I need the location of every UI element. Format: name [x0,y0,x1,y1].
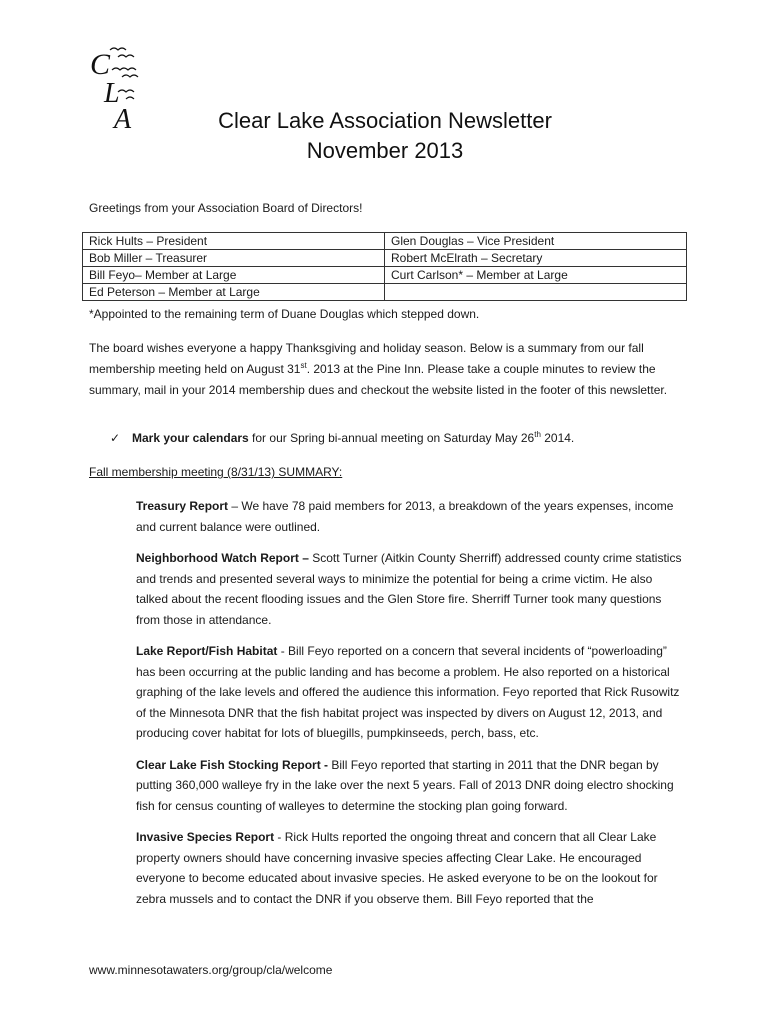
board-cell: Glen Douglas – Vice President [385,233,687,250]
footer-url: www.minnesotawaters.org/group/cla/welcome [89,963,333,977]
report-body: Scott Turner (Aitkin County Sherriff) addressed county crime statistics and trends and presented several ways to minimize the potential for being a crime victim. He also talked about the recent flooding issues and the Glen Store fire. Sherriff Turner took many questions from those in attendance. [136,551,682,627]
board-cell: Robert McElrath – Secretary [385,250,687,267]
newsletter-title: Clear Lake Association Newsletter [218,108,552,133]
calendar-sup: th [534,430,541,439]
table-row [83,284,687,301]
report-title: Invasive Species Report [136,830,275,844]
intro-text-cont: . 2013 at the Pine Inn. Please take a couple minutes to review the summary, mail in your 2014 membership dues and checkout the website listed in the footer of this newsletter. [89,362,668,397]
report-treasury [136,496,686,537]
newsletter-date: November 2013 [306,138,464,163]
svg-text:A: A [114,104,132,134]
intro-text: The board wishes everyone a happy Thanksgiving and holiday season. Below is a summary from our fall membership meeting held on August 31 [89,341,644,376]
calendar-item [110,430,574,446]
report-title: Lake Report/Fish Habitat [136,644,278,658]
checkmark-icon: ✓ [110,431,121,445]
table-row [83,250,687,267]
board-cell: Rick Hults – President [83,233,385,250]
board-cell: Bob Miller – Treasurer [83,250,385,267]
greeting: Greetings from your Association Board of Directors! [89,201,363,215]
report-invasive-species [136,827,686,909]
board-cell: Ed Peterson – Member at Large [83,284,385,301]
report-title: Neighborhood Watch Report – [136,551,309,565]
calendar-end: 2014. [540,431,575,445]
summary-heading: Fall membership meeting (8/31/13) SUMMARY: [89,465,343,479]
report-lake-fish-habitat [136,641,686,744]
report-body: - Bill Feyo reported on a concern that several incidents of “powerloading” has been occurring at the public landing and has become a problem. He also reported on a historical graphing of the lake levels and offered the audience this information. Feyo reported that Rick Rusowitz of the Minnesota DNR that the fish habitat project was inspected by divers on August 12, 2013, and producing cover habitat for lots of bluegills, pumpkinseeds, perch, bass, etc. [136,644,680,740]
report-title: Treasury Report [136,499,229,513]
report-fish-stocking [136,755,686,817]
report-title: Clear Lake Fish Stocking Report - [136,757,329,772]
intro-paragraph [89,338,685,401]
intro-sup: st [300,361,307,370]
calendar-text: for our Spring bi-annual meeting on Saturday May 26 [248,431,535,445]
title-block [0,106,770,166]
svg-text:L: L [104,78,120,109]
report-body: - Rick Hults reported the ongoing threat and concern that all Clear Lake property owners should have concerning invasive species affecting Clear Lake. He encouraged everyone to become educated about invasive species. He asked everyone to be on the lookout for zebra mussels and to contact the DNR if you observe them. Bill Feyo reported that the [136,830,658,906]
table-row [83,267,687,284]
board-footnote: *Appointed to the remaining term of Duane Douglas which stepped down. [89,307,480,321]
svg-text:C: C [90,48,111,81]
reports-section [136,496,686,920]
report-body: – We have 78 paid members for 2013, a breakdown of the years expenses, income and current balance were outlined. [136,499,674,534]
board-table [82,232,687,301]
board-cell: Curt Carlson* – Member at Large [385,267,687,284]
report-body: Bill Feyo reported that starting in 2011 that the DNR began by putting 360,000 walleye fry in the lake over the next 5 years. Fall of 2013 DNR doing electro shocking fish for census counting of walleyes to determine the stocking plan going forward. [136,757,674,813]
board-cell: Bill Feyo– Member at Large [83,267,385,284]
calendar-bold: Mark your calendars [132,431,249,445]
board-cell [385,284,687,301]
report-neighborhood-watch [136,548,686,630]
table-row [83,233,687,250]
